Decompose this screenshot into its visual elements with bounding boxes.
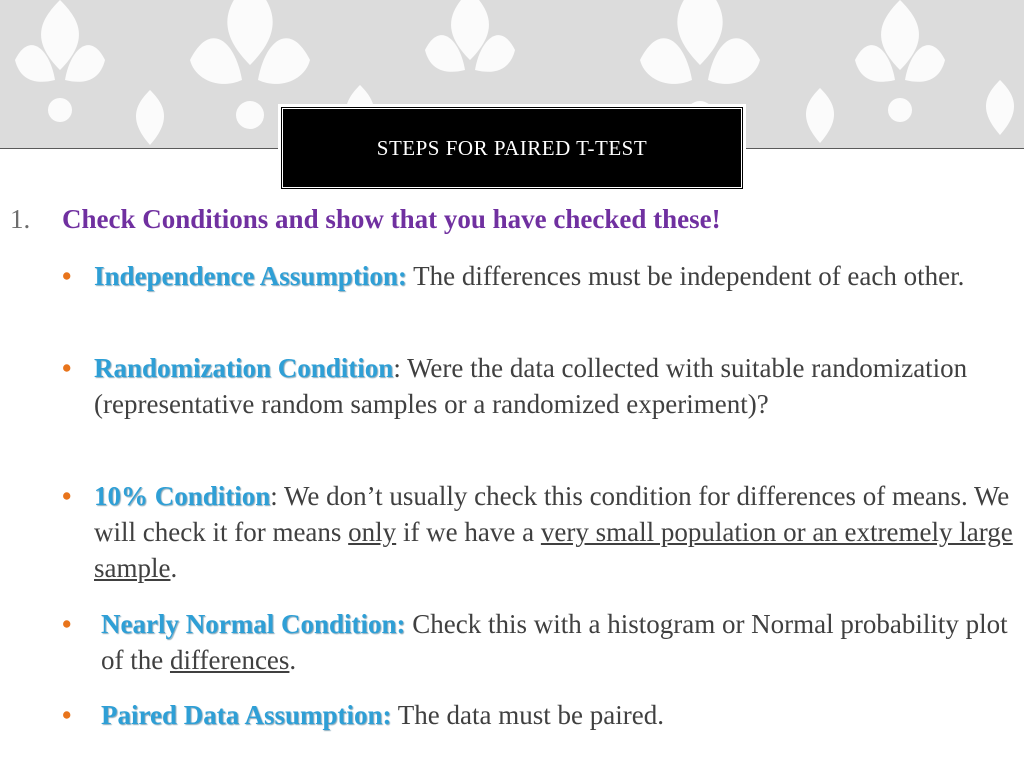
bullet-text: : Were the data collected with suitable randomization (representative random samples or a randomized experiment)? bbox=[94, 353, 968, 419]
bullet-ten-percent bbox=[62, 478, 1019, 586]
bullet-text: The data must be paired. bbox=[391, 700, 664, 730]
bullet-dot: • bbox=[62, 609, 72, 639]
bullet-underline: only bbox=[348, 517, 397, 547]
bullet-text: The differences must be independent of each other. bbox=[406, 261, 965, 291]
bullet-key: Nearly Normal Condition: bbox=[101, 609, 406, 639]
bullet-dot: • bbox=[62, 353, 72, 383]
title-box bbox=[282, 108, 742, 188]
bullet-paired-data bbox=[62, 697, 1001, 733]
slide-title: STEPS FOR PAIRED T-TEST bbox=[376, 135, 648, 160]
bullet-dot: • bbox=[62, 700, 72, 730]
bullet-text: . bbox=[289, 645, 297, 675]
step-text: Check Conditions and show that you have checked these! bbox=[62, 204, 721, 234]
bullet-text: Check this with a histogram or Normal probability plot of the bbox=[101, 609, 1008, 675]
bullet-underline: very small population or an extremely large sample bbox=[94, 517, 1013, 583]
step-1 bbox=[10, 204, 721, 235]
bullet-randomization bbox=[62, 350, 994, 422]
bullet-text: . bbox=[170, 553, 178, 583]
bullet-dot: • bbox=[62, 481, 72, 511]
bullet-underline: differences bbox=[169, 645, 290, 675]
step-number: 1. bbox=[10, 204, 31, 234]
title-frame bbox=[278, 104, 746, 192]
bullet-key: Independence Assumption: bbox=[94, 261, 407, 291]
bullet-nearly-normal bbox=[62, 606, 1021, 678]
bullet-dot: • bbox=[62, 261, 72, 291]
bullet-key: 10% Condition bbox=[94, 481, 271, 511]
bullet-key: Randomization Condition bbox=[94, 353, 394, 383]
bullet-independence bbox=[62, 258, 1014, 294]
bullet-text: if we have a bbox=[396, 517, 541, 547]
bullet-key: Paired Data Assumption: bbox=[101, 700, 392, 730]
bullet-text: : We don’t usually check this condition for differences of means. We will check it for means bbox=[94, 481, 1010, 547]
